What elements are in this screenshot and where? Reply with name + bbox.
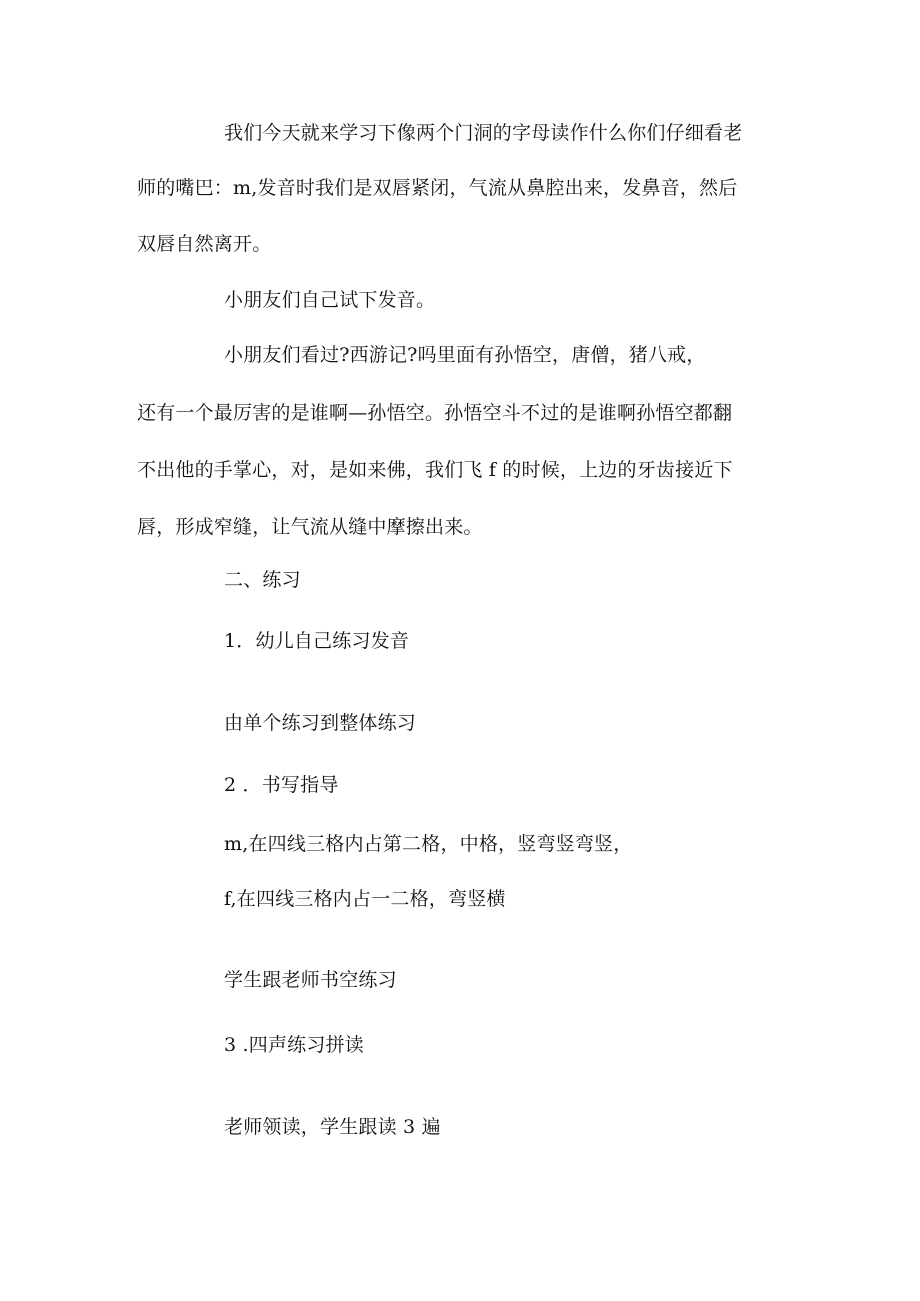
item-3-title: 3 .四声练习拼读	[224, 1034, 364, 1056]
item-1-body: 由单个练习到整体练习	[224, 712, 417, 734]
paragraph-1-line-3: 双唇自然离开。	[137, 233, 272, 255]
paragraph-3-line-3: 不出他的手掌心，对，是如来佛，我们飞 f 的时候，上边的牙齿接近下	[137, 459, 733, 481]
paragraph-2: 小朋友们自己试下发音。	[224, 289, 436, 311]
item-3-body: 老师领读，学生跟读 3 遍	[224, 1116, 441, 1138]
item-2-line-1: m,在四线三格内占第二格，中格，竖弯竖弯竖，	[224, 833, 633, 855]
item-1-title: 1．幼儿自己练习发音	[224, 630, 410, 652]
section-heading: 二、练习	[224, 569, 301, 591]
paragraph-3-line-2: 还有一个最厉害的是谁啊—孙悟空。孙悟空斗不过的是谁啊孙悟空都翻	[137, 402, 733, 424]
item-2-line-2: f,在四线三格内占一二格，弯竖横	[224, 888, 506, 910]
paragraph-1-line-1: 我们今天就来学习下像两个门洞的字母读作什么你们仔细看老	[224, 122, 743, 144]
item-2-body: 学生跟老师书空练习	[224, 969, 397, 991]
paragraph-1-line-2: 师的嘴巴：m,发音时我们是双唇紧闭，气流从鼻腔出来，发鼻音，然后	[137, 177, 738, 199]
paragraph-3-line-4: 唇，形成窄缝，让气流从缝中摩擦出来。	[137, 516, 483, 538]
paragraph-3-line-1: 小朋友们看过?西游记?吗里面有孙悟空，唐僧，猪八戒，	[224, 344, 706, 366]
item-2-title: 2 ．书写指导	[224, 774, 339, 796]
